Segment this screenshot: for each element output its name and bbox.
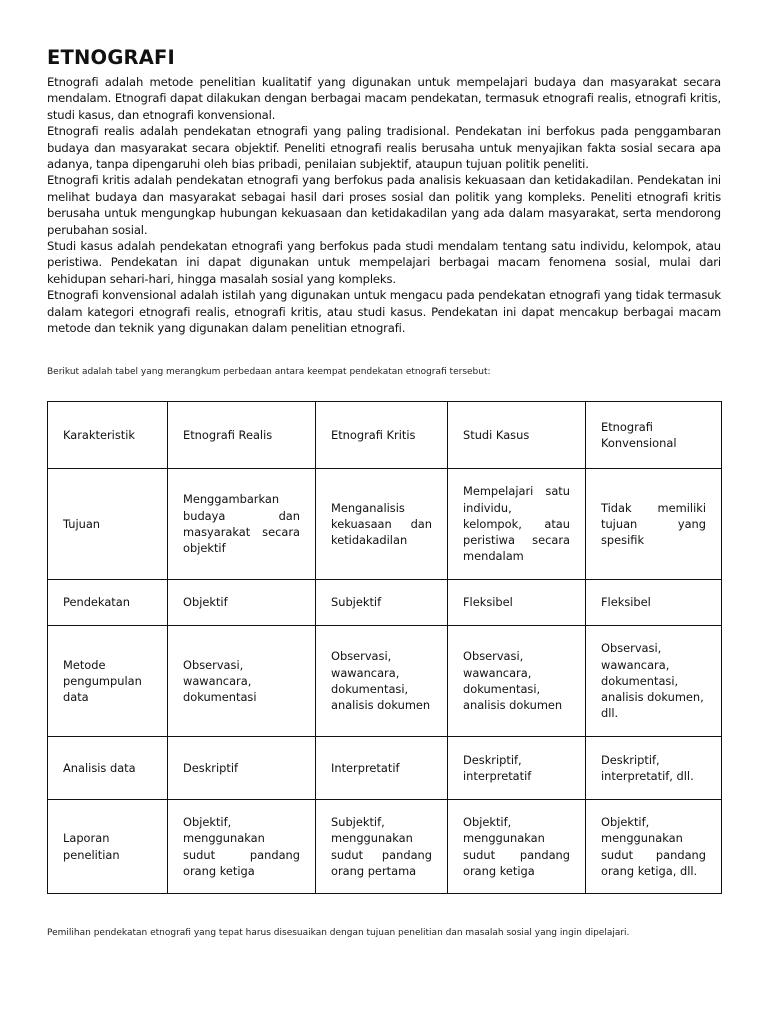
table-cell: Fleksibel xyxy=(586,580,722,626)
table-cell: Tidak memiliki tujuan yang spesifik xyxy=(586,469,722,580)
table-cell: Objektif xyxy=(168,580,316,626)
comparison-table-wrapper xyxy=(47,401,721,894)
table-header-cell: Etnografi Realis xyxy=(168,402,316,469)
table-cell: Objektif, menggunakan sudut pandang orang ketiga xyxy=(448,800,586,894)
table-row xyxy=(48,626,722,737)
table-cell: Objektif, menggunakan sudut pandang orang ketiga xyxy=(168,800,316,894)
paragraph-realis: Etnografi realis adalah pendekatan etnografi yang paling tradisional. Pendekatan ini berfokus pada penggambaran budaya dan masyarakat secara objektif. Peneliti etnografi realis berusaha untuk menyajikan fakta sosial secara apa adanya, tanpa dipengaruhi oleh bias pribadi, penilaian subjektif, ataupun tujuan politik peneliti. xyxy=(47,124,721,172)
table-header-cell: Etnografi Kritis xyxy=(316,402,448,469)
table-row xyxy=(48,800,722,894)
table-cell: Menganalisis kekuasaan dan ketidakadilan xyxy=(316,469,448,580)
comparison-table xyxy=(47,401,722,894)
table-header-cell: Studi Kasus xyxy=(448,402,586,469)
table-header-cell: Etnografi Konvensional xyxy=(586,402,722,469)
table-cell: Fleksibel xyxy=(448,580,586,626)
table-cell: Observasi, wawancara, dokumentasi, analisis dokumen xyxy=(316,626,448,737)
table-header-row xyxy=(48,402,722,469)
table-cell: Subjektif xyxy=(316,580,448,626)
table-row-label: Metode pengumpulan data xyxy=(48,626,168,737)
table-cell: Menggambarkan budaya dan masyarakat secara objektif xyxy=(168,469,316,580)
table-cell: Deskriptif, interpretatif xyxy=(448,737,586,800)
table-cell: Subjektif, menggunakan sudut pandang orang pertama xyxy=(316,800,448,894)
table-cell: Observasi, wawancara, dokumentasi, analisis dokumen xyxy=(448,626,586,737)
table-cell: Observasi, wawancara, dokumentasi, analisis dokumen, dll. xyxy=(586,626,722,737)
table-cell: Observasi, wawancara, dokumentasi xyxy=(168,626,316,737)
table-cell: Interpretatif xyxy=(316,737,448,800)
table-cell: Deskriptif, interpretatif, dll. xyxy=(586,737,722,800)
table-row-label: Tujuan xyxy=(48,469,168,580)
paragraph-intro: Etnografi adalah metode penelitian kualitatif yang digunakan untuk mempelajari budaya dan masyarakat secara mendalam. Etnografi dapat dilakukan dengan berbagai macam pendekatan, termasuk etnografi realis, etnografi kritis, studi kasus, dan etnografi konvensional. xyxy=(47,75,721,122)
table-cell: Deskriptif xyxy=(168,737,316,800)
table-row-label: Pendekatan xyxy=(48,580,168,626)
document-body xyxy=(47,46,721,337)
table-header-cell: Karakteristik xyxy=(48,402,168,469)
table-row xyxy=(48,737,722,800)
paragraph-konvensional: Etnografi konvensional adalah istilah yang digunakan untuk mengacu pada pendekatan etnografi yang tidak termasuk dalam kategori etnografi realis, etnografi kritis, atau studi kasus. Pendekatan ini dapat mencakup berbagai macam metode dan teknik yang digunakan dalam penelitian etnografi. xyxy=(47,288,721,336)
footer-note: Pemilihan pendekatan etnografi yang tepat harus disesuaikan dengan tujuan penelitian dan masalah sosial yang ingin dipelajari. xyxy=(47,928,630,938)
paragraph-studi-kasus: Studi kasus adalah pendekatan etnografi yang berfokus pada studi mendalam tentang satu individu, kelompok, atau peristiwa. Pendekatan ini dapat digunakan untuk mempelajari berbagai macam fenomena sosial, mulai dari kehidupan sehari-hari, hingga masalah sosial yang kompleks. xyxy=(47,239,721,286)
paragraph-kritis: Etnografi kritis adalah pendekatan etnografi yang berfokus pada analisis kekuasaan dan ketidakadilan. Pendekatan ini melihat budaya dan masyarakat sebagai hasil dari proses sosial dan politik yang kompleks. Peneliti etnografi kritis berusaha untuk mengungkap hubungan kekuasaan dan ketidakadilan yang ada dalam masyarakat, serta mendorong perubahan sosial. xyxy=(47,173,721,237)
table-row xyxy=(48,580,722,626)
table-row-label: Laporan penelitian xyxy=(48,800,168,894)
table-cell: Mempelajari satu individu, kelompok, atau peristiwa secara mendalam xyxy=(448,469,586,580)
table-row-label: Analisis data xyxy=(48,737,168,800)
table-intro-note: Berikut adalah tabel yang merangkum perbedaan antara keempat pendekatan etnografi tersebut: xyxy=(47,367,491,377)
table-cell: Objektif, menggunakan sudut pandang orang ketiga, dll. xyxy=(586,800,722,894)
table-row xyxy=(48,469,722,580)
document-title: ETNOGRAFI xyxy=(47,46,176,69)
